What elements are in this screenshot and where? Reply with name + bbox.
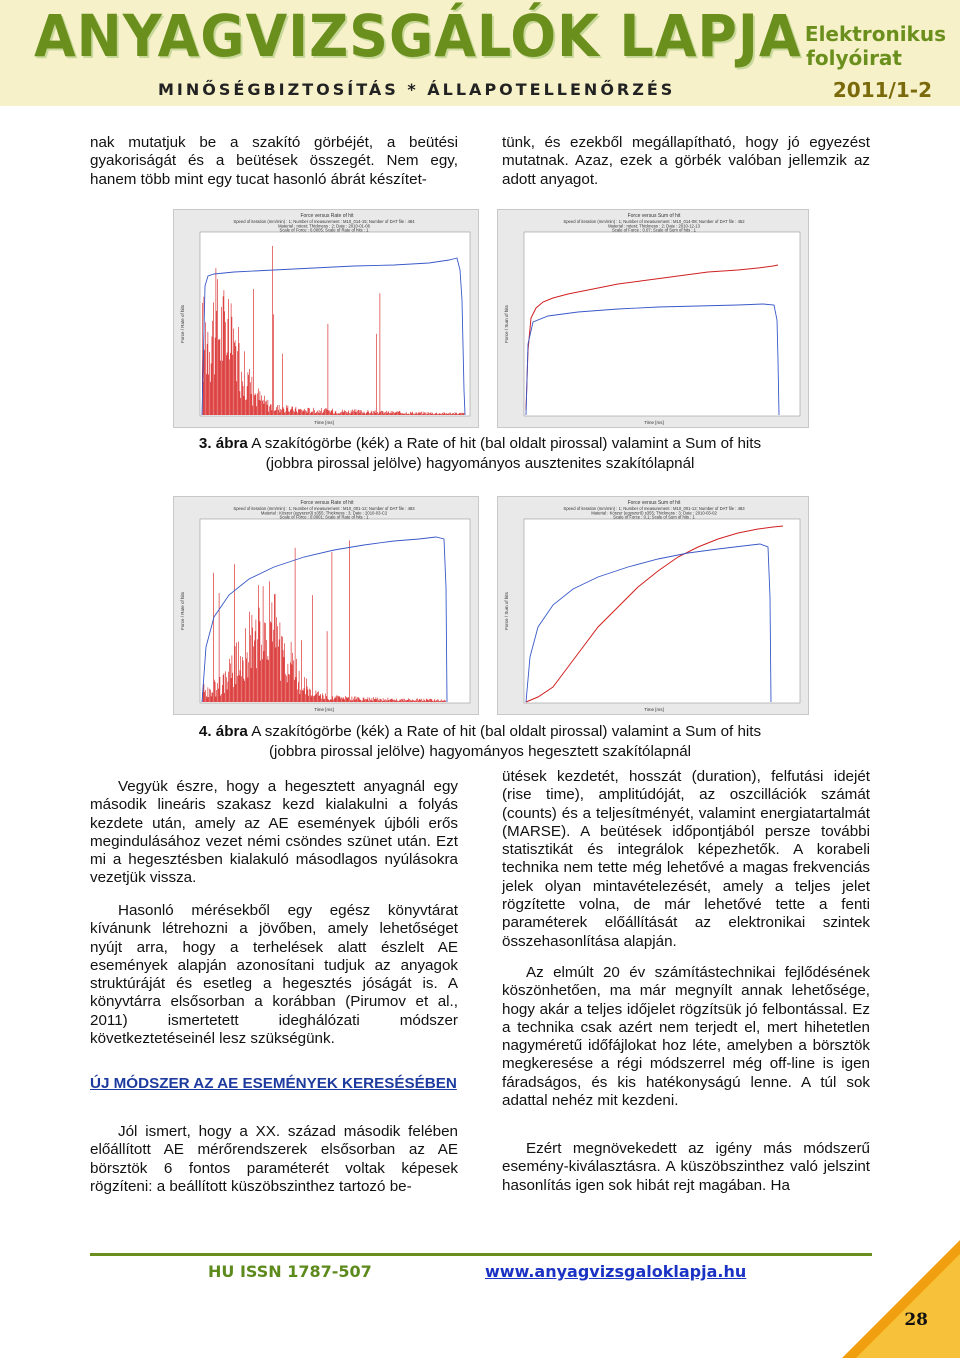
section-heading: ÚJ MÓDSZER AZ AE ESEMÉNYEK KERESÉSÉBEN (90, 1075, 457, 1092)
figure-3-left-ylabel: Force / Rate of hits (180, 304, 185, 344)
figure-3-caption (180, 434, 780, 474)
figure-3-right-title: Force versus Sum of hit (627, 213, 681, 219)
journal-subtitle: MINŐSÉGBIZTOSÍTÁS * ÁLLAPOTELLENŐRZÉS (158, 80, 676, 99)
figure-4-label: 4. ábra (198, 723, 248, 740)
figure-4-right-xlabel: Time [ms] (644, 707, 664, 712)
figure-4-left-xlabel: Time [ms] (314, 707, 334, 712)
footer-divider (90, 1253, 872, 1256)
footer-issn: HU ISSN 1787-507 (208, 1262, 372, 1281)
figure-4-caption (180, 722, 780, 762)
svg-text:Material : rotest; Thickness: Material : rotest; Thickness : 2; Date : 2010-01-06 (278, 223, 370, 229)
page-corner-decoration (842, 1240, 960, 1358)
journal-type-2: folyóirat (806, 46, 902, 70)
figure-3-left-xlabel: Time [ms] (314, 420, 334, 425)
figure-3-rate-of-hit (173, 209, 479, 428)
svg-text:Speed of iteration (mm/min) :: Speed of iteration (mm/min) : 1; Number of measurement : M10_001-12; Number of DAT file : 483 (233, 506, 415, 511)
figure-4-caption-text: A szakítógörbe (kék) a Rate of hit (bal oldalt pirossal) valamint a Sum of hits (jobbra pirossal jelölve) hagyományos hegesztett szakítólapnál (247, 723, 762, 760)
svg-text:Material : Köszer (egyszerű) s: Material : Köszer (egyszerű) s355; Thickness : 3; Date : 2010-03-02 (591, 510, 717, 516)
figure-4-left-ylabel: Force / Rate of hits (180, 591, 185, 631)
svg-text:Scale of Force : 0.0005; Scal: Scale of Force : 0.0005; Scale of Rate of hits : 1 (279, 227, 369, 233)
svg-text:Scale of Force : 0.07; Scale: Scale of Force : 0.07; Scale of Sum of hits : 1 (611, 227, 697, 233)
figure-4-right-title: Force versus Sum of hit (627, 500, 681, 506)
svg-text:Scale of Force : 0.0001; Scal: Scale of Force : 0.0001; Scale of Rate of hits : 1 (279, 514, 369, 520)
figure-3-right-ylabel: Force / Sum of hits (504, 305, 509, 343)
issue-number: 2011/1-2 (832, 78, 932, 102)
paragraph-right-2: Az elmúlt 20 év számítástechnikai fejlődésének köszönhetően, ma már megnyílt annak lehetősége, hogy akár a teljes időjelet rögzítsük jó felbontással. Ez a technika csak azért nem terjedt el, mert hihetetlen nagyméretű időfájlokat hoz léte, amelyben a börsztök megkeresése a régi módszerrel még off-line is igen fáradságos, és kis hatékonyságú lenne. A túl sok adattal nehéz mit kezdeni. (502, 964, 870, 1110)
figure-3-right-xlabel: Time [ms] (644, 420, 664, 425)
journal-header (0, 0, 960, 106)
figure-3-caption-text: A szakítógörbe (kék) a Rate of hit (bal oldalt pirossal) valamint a Sum of hits (jobbra pirossal jelölve) hagyományos ausztenites szakítólapnál (247, 435, 762, 472)
paragraph-left-1: Vegyük észre, hogy a hegesztett anyagnál egy második lineáris szakasz kezd kialakulni a folyás kezdete után, amely az AE események újbóli erős megindulásához vezet némi csöndes szünet után. Ezt mi a hegesztésben kialakuló másodlagos nyúlásokra vezetjük vissza. (90, 778, 458, 887)
paragraph-right-3: Ezért megnövekedett az igény más módszerű esemény-kiválasztásra. A küszöbszinthez való jelszint hasonlítás igen sok hibát rejt magában. Ha (502, 1140, 870, 1194)
figure-4-right-ylabel: Force / Sum of hits (504, 592, 509, 630)
journal-title: ANYAGVIZSGÁLÓK LAPJA (34, 2, 802, 70)
svg-text:Scale of Force : 0.1; Scale o: Scale of Force : 0.1; Scale of Sum of hits : 1 (613, 514, 695, 520)
svg-text:Material : rotest; Thickness: Material : rotest; Thickness : 2; Date : 2010-12-13 (608, 223, 700, 229)
figure-3-left-title: Force versus Rate of hit (300, 213, 354, 219)
figure-4-rate-of-hit (173, 496, 479, 715)
paragraph-left-3: Jól ismert, hogy a XX. század második felében előállított AE mérőrendszerek elsősorban az AE börsztök 6 fontos paraméterét voltak képesek rögzíteni: a beállított küszöbszinthez tartozó be- (90, 1123, 458, 1195)
svg-text:Speed of iteration (mm/min) :: Speed of iteration (mm/min) : 1; Number of measurement : M10_014-08; Number of DAT file : 452 (563, 219, 745, 224)
figure-3-label: 3. ábra (198, 435, 248, 452)
paragraph-right-1: ütések kezdetét, hosszát (duration), felfutási idejét (rise time), amplitúdóját, az oszcillációk számát (counts) és a teljesítményét, valamint energiatartalmát (MARSE). A beütések időpontjából persze további statisztikát és integrálok képezhetők. A korabeli technika nem tette még lehetővé a magas frekvenciás jelek olyan mintavételezését, amely a teljes jelet rögzítette volna, de már lehetővé tette a fenti paraméterek előállítását az elektronikai szintek összehasonlítása alapján. (502, 768, 870, 950)
footer-website-link[interactable]: www.anyagvizsgaloklapja.hu (485, 1262, 747, 1281)
figure-4-left-title: Force versus Rate of hit (300, 500, 354, 506)
journal-type-1: Elektronikus (804, 22, 946, 46)
svg-text:Speed of iteration (mm/min) :: Speed of iteration (mm/min) : 1; Number of measurement : M10_001-12; Number of DAT file : 483 (563, 506, 745, 511)
paragraph-top-right: tünk, és ezekből megállapítható, hogy jó egyezést mutatnak. Azaz, ezek a görbék valóban jellemzik az adott anyagot. (502, 134, 870, 188)
paragraph-left-2: Hasonló mérésekből egy egész könyvtárat kívánunk létrehozni a jövőben, amely lehetőséget nyújt arra, hogy a terhelések alatt észlelt AE események alapján azonosítani tudjuk az anyagok struktúráját és esetleg a hegesztés jóságát is. A könyvtárra elsősorban a korábban (Pirumov et al., 2011) ismertetett ideghálózati módszer következtetéseinél lesz szükségünk. (90, 902, 458, 1048)
figure-3-sum-of-hits (497, 209, 809, 428)
svg-text:Material : Köszer (egyszerű) s: Material : Köszer (egyszerű) s355; Thickness : 3; Date : 2010-03-C2 (260, 510, 388, 516)
paragraph-top-left: nak mutatjuk be a szakító görbéjét, a beütési gyakoriságát és a beütések összegét. Nem egy, hanem több mint egy tucat hasonló ábrát készítet- (90, 134, 458, 188)
figure-4-sum-of-hits (497, 496, 809, 715)
page-number: 28 (904, 1310, 928, 1330)
svg-text:Speed of iteration (mm/min) :: Speed of iteration (mm/min) : 1; Number of measurement : M10_014-15; Number of DAT file : 484 (233, 219, 415, 224)
